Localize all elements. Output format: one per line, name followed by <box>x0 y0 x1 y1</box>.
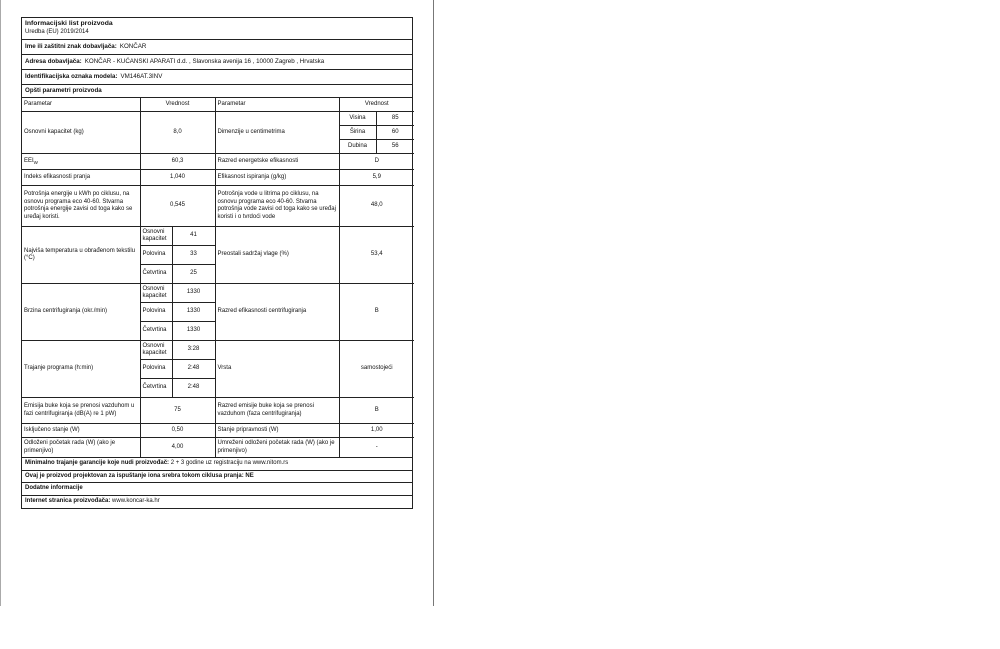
washing-efficiency-value: 1,040 <box>140 170 215 186</box>
spin-sub-value: 1330 <box>172 284 215 303</box>
depth-label: Dubina <box>339 140 376 154</box>
spin-sub-value: 1330 <box>172 303 215 322</box>
off-mode-label: Isključeno stanje (W) <box>22 424 140 438</box>
eei-value: 60,3 <box>140 154 215 170</box>
model-row <box>22 70 412 85</box>
network-standby-value: - <box>339 438 414 457</box>
parameters-table <box>22 98 414 457</box>
noise-label: Emisija buke koja se prenosi vazduhom u fazi centrifugiranja (dB(A) re 1 pW) <box>22 398 140 424</box>
table-row <box>22 154 414 170</box>
rinsing-efficiency-label: Efikasnost ispiranja (g/kg) <box>215 170 339 186</box>
standby-label: Stanje pripravnosti (W) <box>215 424 339 438</box>
depth-value: 56 <box>376 140 414 154</box>
website-row <box>22 495 412 508</box>
standby-value: 1,00 <box>339 424 414 438</box>
max-temp-sub-value: 41 <box>172 227 215 246</box>
duration-sub-value: 2:48 <box>172 379 215 398</box>
moisture-label: Preostali sadržaj vlage (%) <box>215 227 339 284</box>
delay-start-label: Odloženi početak rada (W) (ako je primenjivo) <box>22 438 140 457</box>
table-row <box>22 227 414 246</box>
warranty-value: 2 + 3 godine uz registraciju na www.nitom.rs <box>170 459 289 466</box>
off-mode-value: 0,50 <box>140 424 215 438</box>
duration-sub-label: Polovina <box>140 360 172 379</box>
spin-class-value: B <box>339 284 414 341</box>
column-header: Vrednost <box>339 98 414 112</box>
noise-value: 75 <box>140 398 215 424</box>
general-parameters-heading: Opšti parametri proizvoda <box>22 85 412 98</box>
duration-sub-label: Osnovni kapacitet <box>140 341 172 360</box>
sheet-header <box>22 18 412 40</box>
delay-start-value: 4,00 <box>140 438 215 457</box>
noise-class-label: Razred emisije buke koja se prenosi vazduhom (faza centrifugiranja) <box>215 398 339 424</box>
model-label: Identifikacijska oznaka modela: <box>25 72 118 80</box>
spin-sub-label: Polovina <box>140 303 172 322</box>
sheet-title: Informacijski list proizvoda <box>25 20 113 27</box>
silver-ions-row: Ovaj je proizvod projektovan za ispuštanje iona srebra tokom ciklusa pranja: NE <box>22 470 412 483</box>
height-value: 85 <box>376 112 414 126</box>
spin-sub-value: 1330 <box>172 322 215 341</box>
table-row <box>22 170 414 186</box>
table-row <box>22 284 414 303</box>
website-link[interactable]: www.koncar-ka.hr <box>112 498 160 505</box>
max-temp-sub-value: 33 <box>172 246 215 265</box>
capacity-label: Osnovni kapacitet (kg) <box>22 112 140 154</box>
max-temperature-label: Najviša temperatura u obrađenom tekstilu (°C) <box>22 227 140 284</box>
max-temp-sub-value: 25 <box>172 265 215 284</box>
supplier-name-value: KONČAR <box>119 42 147 50</box>
warranty-row <box>22 457 412 470</box>
table-row <box>22 186 414 227</box>
energy-consumption-value: 0,545 <box>140 186 215 227</box>
website-label: Internet stranica proizvođača: <box>25 498 111 505</box>
spin-sub-label: Četvrtina <box>140 322 172 341</box>
capacity-value: 8,0 <box>140 112 215 154</box>
width-label: Širina <box>339 126 376 140</box>
column-header: Vrednost <box>140 98 215 112</box>
supplier-address-value: KONČAR - KUĆANSKI APARATI d.d. , Slavonska avenija 16 , 10000 Zagreb , Hrvatska <box>84 57 325 65</box>
table-row <box>22 341 414 360</box>
table-row <box>22 112 414 126</box>
table-row <box>22 424 414 438</box>
max-temp-sub-label: Četvrtina <box>140 265 172 284</box>
network-standby-label: Umreženi odloženi početak rada (W) (ako je primenjivo) <box>215 438 339 457</box>
product-information-sheet <box>21 17 413 509</box>
water-consumption-value: 48,0 <box>339 186 414 227</box>
duration-sub-label: Četvrtina <box>140 379 172 398</box>
energy-consumption-label: Potrošnja energije u kWh po ciklusu, na osnovu programa eco 40-60. Stvarna potrošnja energije zavisi od toga kako se uređaj koristi. <box>22 186 140 227</box>
page-right-edge <box>433 0 434 606</box>
spin-class-label: Razred efikasnosti centrifugiranja <box>215 284 339 341</box>
spin-speed-label: Brzina centrifugiranja (okr./min) <box>22 284 140 341</box>
washing-efficiency-label: Indeks efikasnosti pranja <box>22 170 140 186</box>
table-header-row <box>22 98 414 112</box>
spin-sub-label: Osnovni kapacitet <box>140 284 172 303</box>
column-header: Parametar <box>22 98 140 112</box>
rinsing-efficiency-value: 5,9 <box>339 170 414 186</box>
energy-class-label: Razred energetske efikasnosti <box>215 154 339 170</box>
width-value: 60 <box>376 126 414 140</box>
column-header: Parametar <box>215 98 339 112</box>
regulation-text: Uredba (EU) 2019/2014 <box>25 28 89 35</box>
table-row <box>22 398 414 424</box>
moisture-value: 53,4 <box>339 227 414 284</box>
supplier-address-row <box>22 55 412 70</box>
duration-sub-value: 2:48 <box>172 360 215 379</box>
viewer-left-edge <box>0 0 1 606</box>
dimensions-label: Dimenzije u centimetrima <box>215 112 339 154</box>
supplier-name-label: Ime ili zaštitni znak dobavljača: <box>25 42 117 50</box>
supplier-name-row <box>22 40 412 55</box>
duration-label: Trajanje programa (h:min) <box>22 341 140 398</box>
height-label: Visina <box>339 112 376 126</box>
max-temp-sub-label: Polovina <box>140 246 172 265</box>
noise-class-value: B <box>339 398 414 424</box>
table-row <box>22 438 414 457</box>
water-consumption-label: Potrošnja vode u litrima po ciklusu, na osnovu programa eco 40-60. Stvarna potrošnja vode zavisi od toga kako se uređaj koristi i o tvrdoći vode <box>215 186 339 227</box>
duration-sub-value: 3:28 <box>172 341 215 360</box>
type-label: Vrsta <box>215 341 339 398</box>
supplier-address-label: Adresa dobavljača: <box>25 57 82 65</box>
model-value: VM146AT.3INV <box>120 72 163 80</box>
energy-class-value: D <box>339 154 414 170</box>
eei-label: $EEI_W$ <box>22 154 140 170</box>
type-value: samostojeći <box>339 341 414 398</box>
additional-info-row: Dodatne informacije <box>22 482 412 495</box>
max-temp-sub-label: Osnovni kapacitet <box>140 227 172 246</box>
warranty-label: Minimalno trajanje garancije koje nudi proizvođač: <box>25 459 170 466</box>
